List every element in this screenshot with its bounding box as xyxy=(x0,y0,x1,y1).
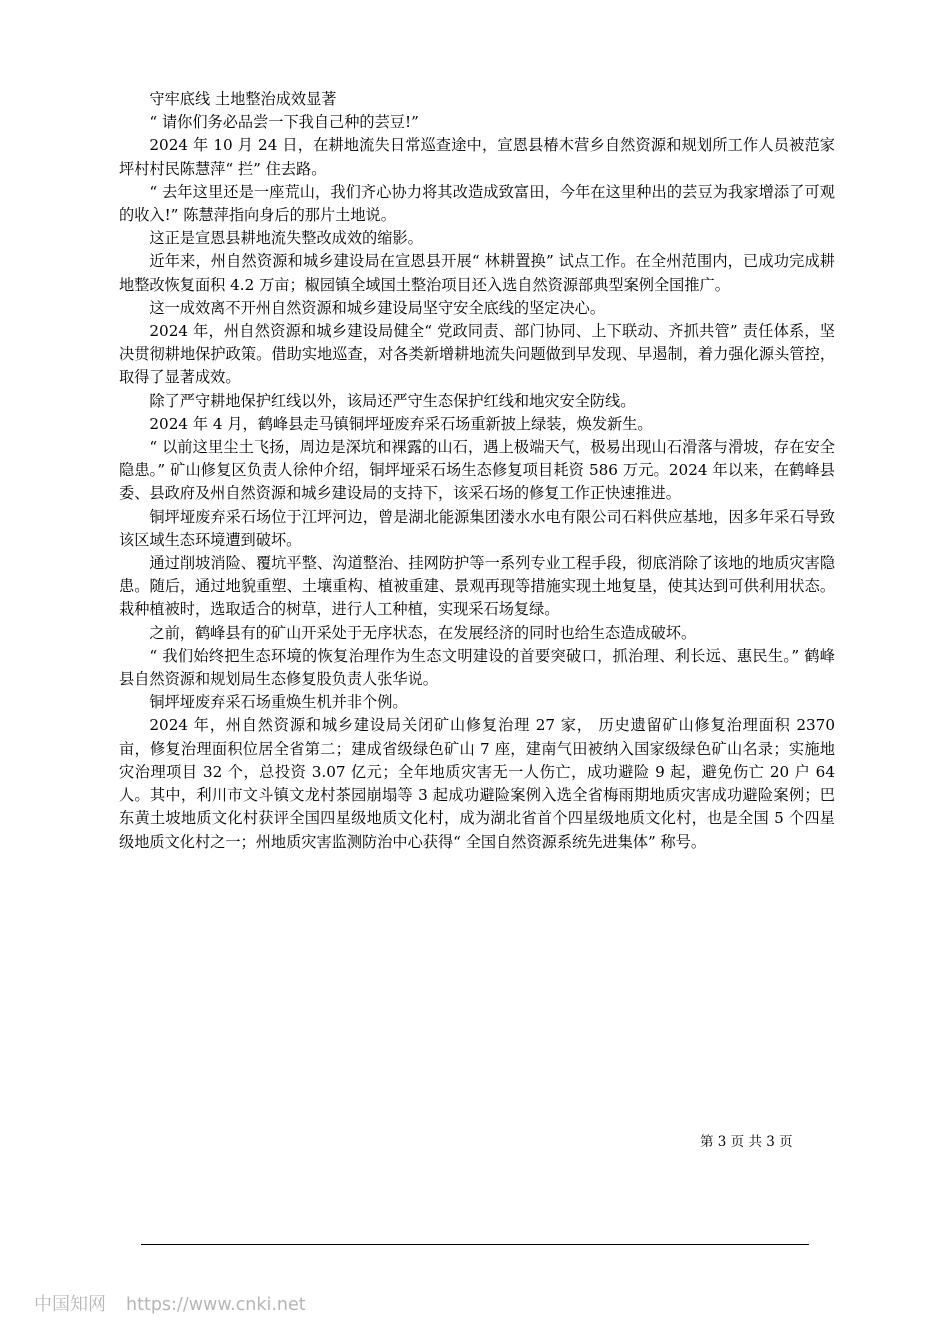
article-paragraph: 2024 年，州自然资源和城乡建设局健全“ 党政同责、部门协同、上下联动、齐抓共管” 责任体系，坚决贯彻耕地保护政策。借助实地巡查，对各类新增耕地流失问题做到早发现、早遏制，着力强化源头管控，取得了显著成效。 xyxy=(119,322,835,387)
article-paragraph: 除了严守耕地保护红线以外，该局还严守生态保护红线和地灾安全防线。 xyxy=(149,391,636,410)
article-paragraph: 2024 年，州自然资源和城乡建设局关闭矿山修复治理 27 家， 历史遗留矿山修复治理面积 2370 亩，修复治理面积位居全省第二；建成省级绿色矿山 7 座，建南气田被纳入国家级绿色矿山名录；实施地灾治理项目 32 个，总投资 3.07 亿元；全年地质灾害无一人伤亡，成功避险 9 起，避免伤亡 20 户 64 人。其中，利川市文斗镇文龙村茶园崩塌等 3 起成功避险案例入选全省梅雨期地质灾害成功避险案例；巴东黄土坡地质文化村获评全国四星级地质文化村，成为湖北省首个四星级地质文化村，也是全国 5 个四星级地质文化村之一；州地质灾害监测防治中心获得“ 全国自然资源系统先进集体” 称号。 xyxy=(119,716,835,851)
cnki-watermark xyxy=(34,1292,306,1318)
footer-divider xyxy=(141,1244,809,1245)
article-paragraph: 之前，鹤峰县有的矿山开采处于无序状态，在发展经济的同时也给生态造成破坏。 xyxy=(149,623,697,642)
article-paragraph: 2024 年 10 月 24 日，在耕地流失日常巡查途中，宣恩县椿木营乡自然资源和规划所工作人员被范家坪村村民陈慧萍“ 拦” 住去路。 xyxy=(119,136,835,178)
article-paragraph: 通过削坡消险、覆坑平整、沟道整治、挂网防护等一系列专业工程手段，彻底消除了该地的地质灾害隐患。随后，通过地貌重塑、土壤重构、植被重建、景观再现等措施实现土地复垦，使其达到可供利用状态。栽种植被时，选取适合的树草，进行人工种植，实现采石场复绿。 xyxy=(119,554,835,619)
article-paragraph: “ 去年这里还是一座荒山，我们齐心协力将其改造成致富田，今年在这里种出的芸豆为我家增添了可观的收入!” 陈慧萍指向身后的那片土地说。 xyxy=(119,182,835,225)
article-paragraph: 铜坪垭废弃采石场位于江坪河边，曾是湖北能源集团溇水水电有限公司石料供应基地，因多年采石导致该区域生态环境遭到破坏。 xyxy=(119,507,835,549)
section-heading: 守牢底线 土地整治成效显著 xyxy=(149,90,337,108)
article-paragraph: 这正是宣恩县耕地流失整改成效的缩影。 xyxy=(149,229,423,248)
article-paragraph: 2024 年 4 月，鹤峰县走马镇铜坪垭废弃采石场重新披上绿装，焕发新生。 xyxy=(149,414,653,433)
article-paragraph: 近年来，州自然资源和城乡建设局在宣恩县开展“ 林耕置换” 试点工作。在全州范围内，已成功完成耕地整改恢复面积 4.2 万亩；椒园镇全域国土整治项目还入选自然资源部典型案例全国推广。 xyxy=(119,252,835,294)
article-body xyxy=(119,88,835,854)
page-number: 第 3 页 共 3 页 xyxy=(700,1134,793,1150)
article-paragraph: 这一成效离不开州自然资源和城乡建设局坚守安全底线的坚定决心。 xyxy=(149,298,606,317)
article-paragraph: “ 以前这里尘土飞扬，周边是深坑和裸露的山石，遇上极端天气，极易出现山石滑落与滑坡，存在安全隐患。” 矿山修复区负责人徐仲介绍，铜坪垭采石场生态修复项目耗资 586 万元。2024 年以来，在鹤峰县委、县政府及州自然资源和城乡建设局的支持下，该采石场的修复工作正快速推进。 xyxy=(119,438,835,503)
article-paragraph: 铜坪垭废弃采石场重焕生机并非个例。 xyxy=(149,693,408,712)
watermark-url: https://www.cnki.net xyxy=(126,1295,306,1315)
article-paragraph: “ 我们始终把生态环境的恢复治理作为生态文明建设的首要突破口，抓治理、利长远、惠民生。” 鹤峰县自然资源和规划局生态修复股负责人张华说。 xyxy=(119,646,835,689)
watermark-brand: 中国知网 xyxy=(34,1294,106,1315)
article-paragraph: “ 请你们务必品尝一下我自己种的芸豆!” xyxy=(149,113,419,132)
